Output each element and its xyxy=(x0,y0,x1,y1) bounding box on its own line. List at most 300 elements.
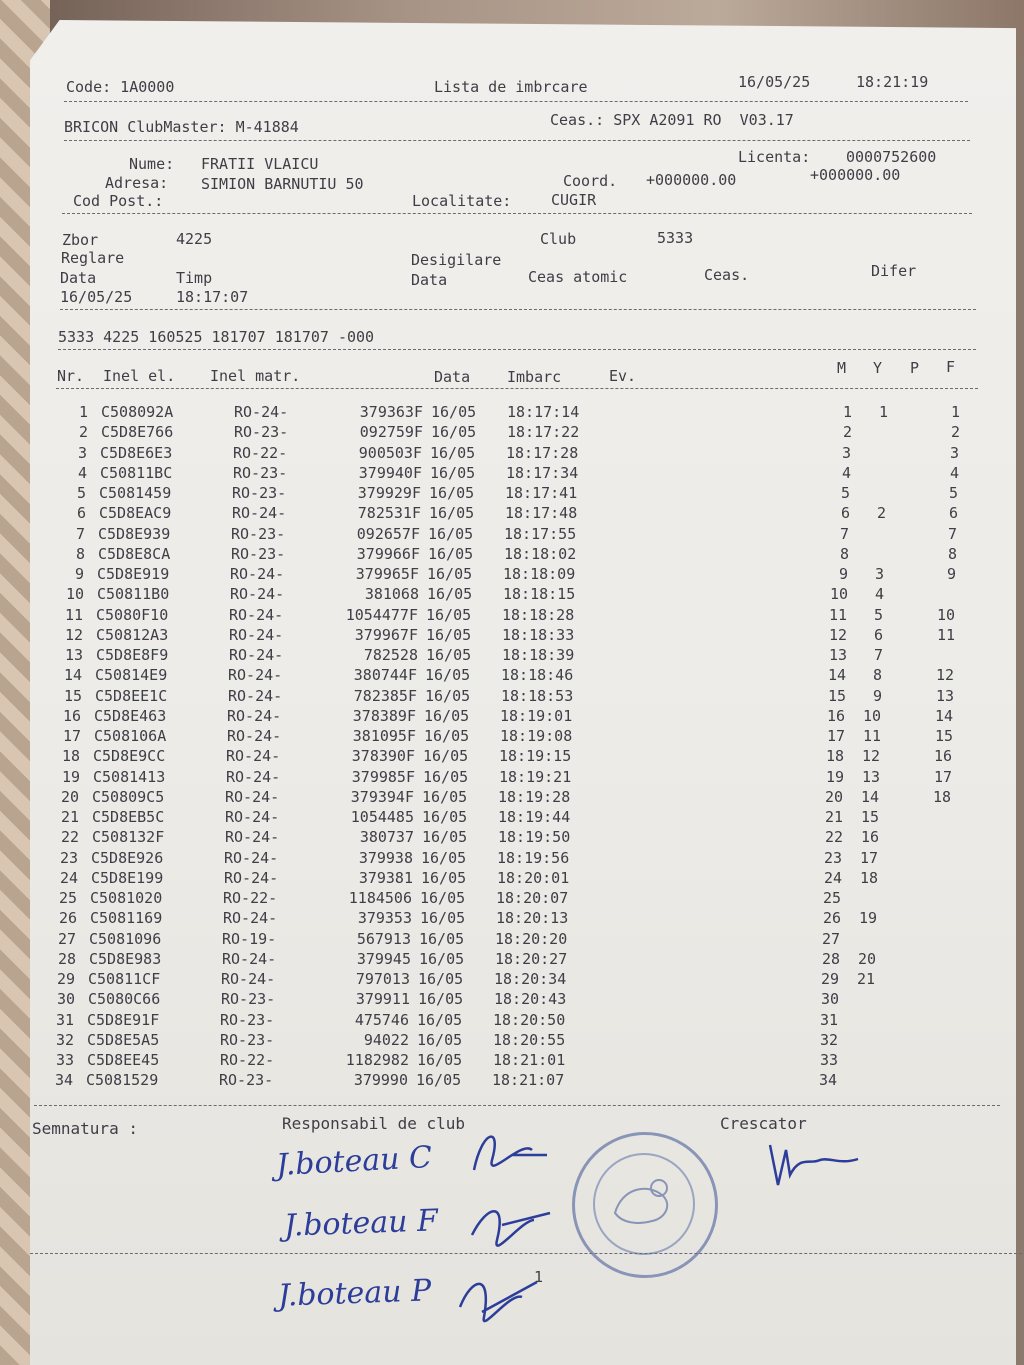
ring-number: 379966F xyxy=(356,544,420,563)
col-m-value: 28 xyxy=(821,949,840,968)
electronic-ring: C508132F xyxy=(92,828,165,847)
ring-prefix: RO-22- xyxy=(223,889,278,907)
row-number: 18 xyxy=(61,747,80,766)
ring-number: 1054477F xyxy=(345,605,418,624)
electronic-ring: C508092A xyxy=(101,403,174,421)
table-row xyxy=(0,889,1013,909)
ring-prefix: RO-23- xyxy=(219,1071,274,1090)
row-number: 4 xyxy=(77,463,87,482)
col-f-value: 4 xyxy=(949,463,959,482)
row-date: 16/05 xyxy=(427,585,473,604)
ring-number: 94022 xyxy=(363,1030,409,1049)
ring-number: 1054485 xyxy=(350,808,414,826)
locality-label: Localitate: xyxy=(412,192,512,210)
arrival-time: 18:19:01 xyxy=(500,706,573,725)
row-date: 16/05 xyxy=(418,970,464,988)
row-date: 16/05 xyxy=(428,524,474,543)
table-row xyxy=(0,909,1013,929)
license-label: Licenta: xyxy=(738,148,811,166)
ring-prefix: RO-22- xyxy=(220,1051,275,1069)
col-m-value: 4 xyxy=(841,463,851,482)
reglare-time-label: Timp xyxy=(176,269,213,287)
col-header-p: P xyxy=(910,359,920,377)
row-date: 16/05 xyxy=(427,565,473,583)
arrival-time: 18:17:22 xyxy=(507,423,580,442)
reglare-time: 18:17:07 xyxy=(176,288,249,306)
row-number: 33 xyxy=(55,1051,74,1069)
ring-prefix: RO-24- xyxy=(224,868,279,887)
ring-prefix: RO-23- xyxy=(221,990,276,1009)
row-number: 19 xyxy=(61,767,80,786)
ring-number: 378390F xyxy=(351,747,415,766)
col-m-value: 14 xyxy=(827,666,846,685)
col-y-value: 21 xyxy=(856,970,875,988)
row-date: 16/05 xyxy=(416,1071,462,1090)
table-row xyxy=(0,808,1015,828)
row-date: 16/05 xyxy=(422,787,468,806)
row-date: 16/05 xyxy=(419,949,465,968)
arrival-time: 18:19:08 xyxy=(500,727,573,745)
document-code: Code: 1A0000 xyxy=(66,78,175,96)
row-date: 16/05 xyxy=(425,686,471,705)
arrival-time: 18:20:07 xyxy=(496,889,569,907)
row-date: 16/05 xyxy=(421,868,467,887)
row-date: 16/05 xyxy=(429,504,475,523)
col-m-value: 17 xyxy=(826,727,845,745)
coord-value-1: +000000.00 xyxy=(646,171,737,189)
row-date: 16/05 xyxy=(417,1030,463,1049)
arrival-time: 18:19:56 xyxy=(497,848,570,867)
ring-number: 379363F xyxy=(359,403,423,421)
ring-number: 380744F xyxy=(353,666,417,685)
electronic-ring: C5D8EAC9 xyxy=(99,504,172,523)
col-y-value: 17 xyxy=(859,848,878,867)
ring-number: 567913 xyxy=(356,929,411,948)
separator-line xyxy=(30,1253,1022,1254)
col-header-f: F xyxy=(946,358,956,376)
col-y-value: 14 xyxy=(860,787,879,806)
row-number: 6 xyxy=(76,504,86,523)
ring-number: 797013 xyxy=(355,970,410,988)
ring-prefix: RO-24- xyxy=(229,625,284,644)
electronic-ring: C50811BC xyxy=(100,463,173,482)
ring-prefix: RO-24- xyxy=(222,949,277,968)
initials-scribble-1 xyxy=(462,1120,552,1190)
ring-number: 379940F xyxy=(358,463,422,482)
arrival-time: 18:20:50 xyxy=(493,1010,566,1029)
club-responsible-label: Responsabil de club xyxy=(282,1114,466,1133)
ring-prefix: RO-24- xyxy=(227,706,282,725)
col-m-value: 11 xyxy=(828,605,847,624)
row-number: 5 xyxy=(76,484,86,502)
col-m-value: 2 xyxy=(842,423,852,442)
license-number: 0000752600 xyxy=(846,148,937,166)
row-number: 13 xyxy=(64,646,83,664)
electronic-ring: C5D8EE45 xyxy=(87,1051,160,1069)
ring-number: 379938 xyxy=(358,848,413,867)
coord-value-2: +000000.00 xyxy=(810,166,901,184)
row-date: 16/05 xyxy=(426,605,472,624)
col-y-value: 15 xyxy=(860,808,879,826)
col-f-value: 5 xyxy=(948,484,958,502)
col-m-value: 25 xyxy=(822,889,841,907)
ring-prefix: RO-23- xyxy=(231,544,286,563)
row-date: 16/05 xyxy=(430,463,476,482)
row-date: 16/05 xyxy=(422,808,468,826)
col-f-value: 3 xyxy=(949,443,959,462)
ring-prefix: RO-24- xyxy=(226,747,281,766)
ring-number: 900503F xyxy=(358,443,422,462)
ring-prefix: RO-24- xyxy=(221,970,276,988)
row-number: 29 xyxy=(56,970,75,988)
ring-number: 379394F xyxy=(350,787,414,806)
electronic-ring: C5D8E919 xyxy=(97,565,170,583)
print-date: 16/05/25 xyxy=(738,73,811,91)
col-y-value: 16 xyxy=(860,828,879,847)
ring-number: 381095F xyxy=(352,727,416,745)
breeder-signature xyxy=(760,1135,870,1195)
arrival-time: 18:21:07 xyxy=(492,1071,565,1090)
col-f-value: 8 xyxy=(947,544,957,563)
initials-scribble-2 xyxy=(462,1195,552,1265)
electronic-ring: C5D8E8CA xyxy=(98,544,171,563)
ring-prefix: RO-24- xyxy=(225,787,280,806)
electronic-ring: C5081020 xyxy=(90,889,163,907)
col-y-value: 20 xyxy=(857,949,876,968)
ring-number: 092759F xyxy=(359,423,423,442)
col-m-value: 7 xyxy=(839,524,849,543)
flight-number: 4225 xyxy=(176,230,213,248)
arrival-time: 18:17:48 xyxy=(505,504,578,523)
col-m-value: 6 xyxy=(840,504,850,523)
arrival-time: 18:18:53 xyxy=(501,686,574,705)
electronic-ring: C5081096 xyxy=(89,929,162,948)
col-f-value: 14 xyxy=(934,706,953,725)
row-number: 8 xyxy=(75,544,85,563)
ring-number: 782385F xyxy=(353,686,417,705)
electronic-ring: C5D8E8F9 xyxy=(96,646,169,664)
initials-scribble-3 xyxy=(452,1262,542,1342)
table-row xyxy=(0,768,1016,788)
electronic-ring: C5D8EE1C xyxy=(95,686,168,705)
table-row xyxy=(0,1031,1010,1051)
arrival-time: 18:20:43 xyxy=(494,990,567,1009)
table-row xyxy=(0,444,1023,464)
ring-number: 379929F xyxy=(357,484,421,502)
table-row xyxy=(0,423,1024,443)
col-f-value: 13 xyxy=(935,686,954,705)
electronic-ring: C5080C66 xyxy=(88,990,161,1009)
row-number: 7 xyxy=(75,524,85,543)
electronic-ring: C50811B0 xyxy=(97,585,170,604)
table-row xyxy=(0,727,1017,747)
col-m-value: 26 xyxy=(822,909,841,928)
electronic-ring: C5D8E463 xyxy=(94,706,167,725)
clock-label: Ceas. xyxy=(704,266,750,284)
arrival-time: 18:18:46 xyxy=(501,666,574,685)
col-f-value: 17 xyxy=(933,767,952,786)
row-date: 16/05 xyxy=(424,727,470,745)
arrival-time: 18:19:44 xyxy=(498,808,571,826)
col-f-value: 16 xyxy=(933,747,952,766)
owner-address: SIMION BARNUTIU 50 xyxy=(201,175,364,193)
arrival-time: 18:17:41 xyxy=(505,484,578,502)
col-m-value: 12 xyxy=(828,625,847,644)
arrival-time: 18:19:28 xyxy=(498,787,571,806)
table-row xyxy=(0,606,1019,626)
table-row xyxy=(0,828,1015,848)
electronic-ring: C50814E9 xyxy=(95,666,168,685)
reglare-label: Reglare xyxy=(61,249,125,267)
ring-number: 782528 xyxy=(363,646,418,664)
ring-number: 380737 xyxy=(359,828,414,847)
electronic-ring: C5081529 xyxy=(86,1071,159,1090)
col-f-value: 2 xyxy=(950,423,960,442)
ring-prefix: RO-24- xyxy=(230,565,285,583)
row-date: 16/05 xyxy=(426,625,472,644)
separator-line xyxy=(64,101,968,102)
col-f-value: 6 xyxy=(948,504,958,523)
col-y-value: 13 xyxy=(861,767,880,786)
table-row xyxy=(0,930,1012,950)
row-date: 16/05 xyxy=(423,767,469,786)
col-f-value: 11 xyxy=(936,625,955,644)
col-m-value: 33 xyxy=(819,1051,838,1069)
col-y-value: 3 xyxy=(874,565,884,583)
row-number: 20 xyxy=(60,787,79,806)
row-date: 16/05 xyxy=(431,423,477,442)
ring-prefix: RO-24- xyxy=(225,808,280,826)
table-row xyxy=(0,464,1023,484)
ring-prefix: RO-23- xyxy=(220,1030,275,1049)
arrival-time: 18:17:28 xyxy=(506,443,579,462)
col-m-value: 32 xyxy=(819,1030,838,1049)
separator-line xyxy=(64,140,970,141)
col-header-ev: Ev. xyxy=(609,367,637,385)
ring-prefix: RO-24- xyxy=(223,909,278,928)
row-date: 16/05 xyxy=(418,990,464,1009)
table-row xyxy=(0,869,1014,889)
separator-line xyxy=(62,213,972,214)
row-number: 25 xyxy=(58,889,77,907)
col-m-value: 22 xyxy=(824,828,843,847)
col-header-inel-el: Inel el. xyxy=(103,367,176,385)
row-date: 16/05 xyxy=(424,706,470,725)
row-date: 16/05 xyxy=(426,646,472,664)
electronic-ring: C508106A xyxy=(94,727,167,745)
col-y-value: 7 xyxy=(873,646,883,664)
table-row xyxy=(0,565,1020,585)
col-y-value: 6 xyxy=(873,625,883,644)
electronic-ring: C50809C5 xyxy=(92,787,165,806)
row-date: 16/05 xyxy=(429,484,475,502)
row-date: 16/05 xyxy=(419,929,465,948)
handwritten-signature-3: J.boteau P xyxy=(277,1273,432,1314)
table-row xyxy=(0,1071,1009,1091)
row-number: 24 xyxy=(59,868,78,887)
col-m-value: 23 xyxy=(823,848,842,867)
flight-code-line: 5333 4225 160525 181707 181707 -000 xyxy=(58,328,375,346)
owner-name-label: Nume: xyxy=(129,155,175,173)
arrival-time: 18:17:14 xyxy=(507,403,580,421)
col-y-value: 1 xyxy=(878,403,888,421)
ring-number: 379381 xyxy=(358,868,413,887)
col-m-value: 8 xyxy=(839,544,849,563)
table-row xyxy=(0,1051,1010,1071)
electronic-ring: C5D8E926 xyxy=(91,848,164,867)
ring-prefix: RO-24- xyxy=(232,504,287,523)
desigilare-date-label: Data xyxy=(411,271,448,289)
table-row xyxy=(0,950,1012,970)
row-number: 32 xyxy=(55,1030,74,1049)
electronic-ring: C5081169 xyxy=(90,909,163,928)
col-f-value: 10 xyxy=(936,605,955,624)
electronic-ring: C5D8E199 xyxy=(91,868,164,887)
ring-number: 379990 xyxy=(353,1071,408,1090)
ring-prefix: RO-23- xyxy=(233,463,288,482)
arrival-time: 18:20:13 xyxy=(496,909,569,928)
ring-number: 379945 xyxy=(356,949,411,968)
electronic-ring: C5D8E983 xyxy=(89,949,162,968)
software-version: BRICON ClubMaster: M-41884 xyxy=(64,118,299,136)
col-y-value: 11 xyxy=(862,727,881,745)
arrival-time: 18:17:34 xyxy=(506,463,579,482)
arrival-time: 18:19:15 xyxy=(499,747,572,766)
col-f-value: 15 xyxy=(934,727,953,745)
row-number: 9 xyxy=(74,565,84,583)
row-number: 14 xyxy=(63,666,82,685)
ring-prefix: RO-19- xyxy=(222,929,277,948)
ring-prefix: RO-23- xyxy=(234,423,289,442)
col-m-value: 20 xyxy=(824,787,843,806)
table-row xyxy=(0,687,1018,707)
electronic-ring: C5D8E91F xyxy=(87,1010,160,1029)
row-date: 16/05 xyxy=(431,403,477,421)
ring-number: 475746 xyxy=(354,1010,409,1029)
arrival-time: 18:19:21 xyxy=(499,767,572,786)
table-row xyxy=(0,646,1019,666)
arrival-time: 18:20:34 xyxy=(494,970,567,988)
col-m-value: 27 xyxy=(821,929,840,948)
ring-prefix: RO-24- xyxy=(229,646,284,664)
electronic-ring: C5081413 xyxy=(93,767,166,786)
col-y-value: 8 xyxy=(872,666,882,685)
separator-line xyxy=(60,309,976,310)
table-row xyxy=(0,403,1024,423)
col-y-value: 4 xyxy=(874,585,884,604)
flight-label: Zbor xyxy=(62,231,99,249)
row-date: 16/05 xyxy=(417,1010,463,1029)
row-number: 12 xyxy=(64,625,83,644)
arrival-time: 18:20:55 xyxy=(493,1030,566,1049)
arrival-time: 18:17:55 xyxy=(504,524,577,543)
ring-number: 379911 xyxy=(355,990,410,1009)
arrival-time: 18:20:27 xyxy=(495,949,568,968)
col-y-value: 2 xyxy=(876,504,886,523)
table-row xyxy=(0,707,1017,727)
electronic-ring: C5D8EB5C xyxy=(92,808,165,826)
ring-number: 1184506 xyxy=(348,889,412,907)
row-number: 21 xyxy=(60,808,79,826)
table-row xyxy=(0,626,1019,646)
desigilare-label: Desigilare xyxy=(411,251,502,269)
col-header-m: M xyxy=(837,359,847,377)
col-m-value: 19 xyxy=(825,767,844,786)
row-number: 28 xyxy=(57,949,76,968)
separator-line xyxy=(58,349,976,350)
ring-prefix: RO-23- xyxy=(231,524,286,543)
col-y-value: 9 xyxy=(872,686,882,705)
electronic-ring: C50812A3 xyxy=(96,625,169,644)
col-m-value: 24 xyxy=(823,868,842,887)
ring-number: 379967F xyxy=(354,625,418,644)
arrival-time: 18:21:01 xyxy=(493,1051,566,1069)
table-row xyxy=(0,788,1015,808)
row-date: 16/05 xyxy=(430,443,476,462)
col-f-value: 9 xyxy=(946,565,956,583)
atomic-clock-label: Ceas atomic xyxy=(528,268,628,286)
club-number: 5333 xyxy=(657,229,694,247)
club-stamp xyxy=(572,1132,718,1278)
row-date: 16/05 xyxy=(428,544,474,563)
electronic-ring: C5D8E6E3 xyxy=(100,443,173,462)
col-m-value: 1 xyxy=(842,403,852,421)
ring-prefix: RO-24- xyxy=(224,848,279,867)
row-date: 16/05 xyxy=(420,889,466,907)
arrival-time: 18:18:28 xyxy=(502,605,575,624)
document-title: Lista de imbrcare xyxy=(434,78,588,96)
col-y-value: 19 xyxy=(858,909,877,928)
col-f-value: 12 xyxy=(935,666,954,685)
separator-line xyxy=(56,388,978,389)
separator-line xyxy=(34,1105,1000,1106)
row-number: 10 xyxy=(65,585,84,604)
arrival-time: 18:18:02 xyxy=(504,544,577,563)
col-m-value: 29 xyxy=(820,970,839,988)
ring-prefix: RO-23- xyxy=(220,1010,275,1029)
col-m-value: 34 xyxy=(818,1071,837,1090)
ring-number: 381068 xyxy=(364,585,419,604)
arrival-time: 18:20:01 xyxy=(497,868,570,887)
table-row xyxy=(0,970,1011,990)
col-m-value: 16 xyxy=(826,706,845,725)
row-number: 30 xyxy=(56,990,75,1009)
row-number: 2 xyxy=(78,423,88,442)
reglare-date-label: Data xyxy=(60,269,97,287)
owner-address-label: Adresa: xyxy=(105,174,169,192)
col-header-y: Y xyxy=(873,359,883,377)
row-date: 16/05 xyxy=(425,666,471,685)
col-y-value: 10 xyxy=(862,706,881,725)
col-m-value: 3 xyxy=(841,443,851,462)
col-y-value: 12 xyxy=(861,747,880,766)
col-m-value: 21 xyxy=(824,808,843,826)
row-number: 3 xyxy=(77,443,87,462)
arrival-time: 18:18:33 xyxy=(502,625,575,644)
postal-code-label: Cod Post.: xyxy=(73,192,164,210)
arrival-time: 18:19:50 xyxy=(498,828,571,847)
row-number: 34 xyxy=(54,1071,73,1090)
col-m-value: 9 xyxy=(838,565,848,583)
ring-number: 092657F xyxy=(356,524,420,543)
col-m-value: 18 xyxy=(825,747,844,766)
col-m-value: 5 xyxy=(840,484,850,502)
row-date: 16/05 xyxy=(422,828,468,847)
row-date: 16/05 xyxy=(421,848,467,867)
table-row xyxy=(0,1011,1010,1031)
table-row xyxy=(0,504,1022,524)
col-header-inel-matr: Inel matr. xyxy=(210,367,301,385)
